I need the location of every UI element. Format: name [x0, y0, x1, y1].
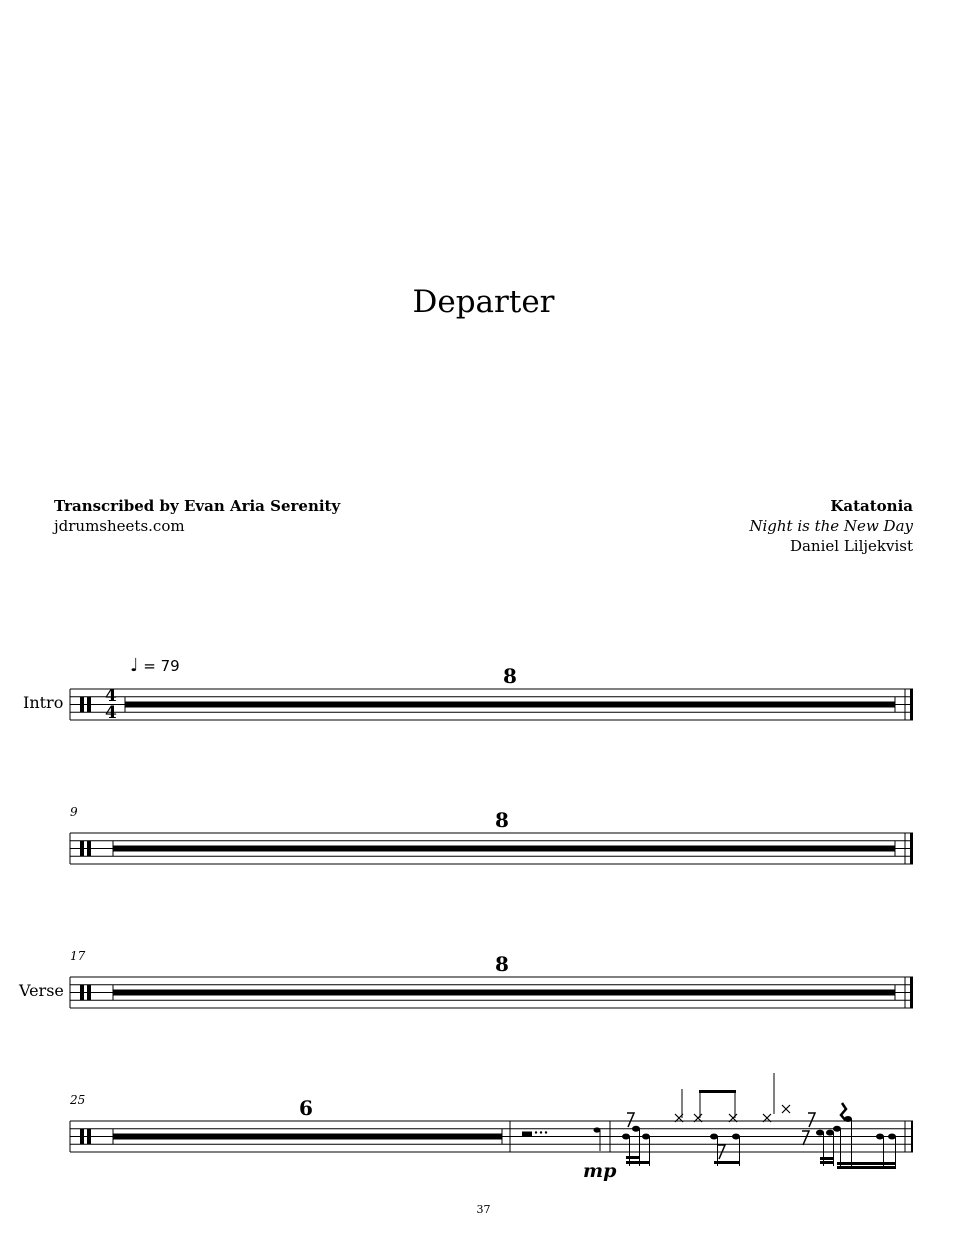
- artist: Katatonia: [830, 497, 913, 515]
- notehead: [833, 1126, 841, 1132]
- percussion-clef: [80, 985, 84, 1001]
- percussion-clef: [80, 1129, 84, 1145]
- beam: [820, 1161, 834, 1164]
- page-number: 37: [476, 1203, 491, 1216]
- final-barline: [910, 689, 913, 720]
- multirest-count: 6: [299, 1096, 313, 1120]
- notehead: [642, 1134, 650, 1140]
- notehead: [816, 1130, 824, 1136]
- eighth-rest: [802, 1131, 809, 1145]
- dynamic-marking: mp: [583, 1160, 617, 1182]
- multirest-bar: [113, 846, 895, 852]
- time-signature-top: 4: [105, 686, 117, 706]
- notehead: [594, 1127, 601, 1132]
- notehead: [622, 1134, 630, 1140]
- beam: [820, 1157, 834, 1160]
- beam: [837, 1166, 896, 1169]
- notehead: [876, 1134, 884, 1140]
- notehead: [826, 1130, 834, 1136]
- beam: [626, 1161, 650, 1164]
- multirest-count: 8: [495, 808, 509, 832]
- transcriber: Transcribed by Evan Aria Serenity: [54, 497, 341, 515]
- measure-number: 17: [70, 949, 86, 963]
- album: Night is the New Day: [749, 517, 913, 535]
- rest-dot: [535, 1131, 537, 1133]
- percussion-clef: [87, 1129, 91, 1145]
- half-rest: [522, 1132, 532, 1137]
- multirest-bar: [113, 1134, 502, 1140]
- section-label-intro: Intro: [23, 693, 64, 712]
- percussion-clef: [87, 985, 91, 1001]
- cymbal-notehead: [782, 1105, 790, 1113]
- measure-number: 9: [70, 805, 78, 819]
- song-title: Departer: [412, 284, 555, 320]
- multirest-bar: [113, 990, 895, 996]
- eighth-rest: [808, 1113, 815, 1127]
- measure-number: 25: [70, 1093, 86, 1107]
- percussion-clef: [87, 841, 91, 857]
- tempo-value: = 79: [143, 657, 180, 675]
- multirest-count: 8: [503, 664, 517, 688]
- time-signature-bottom: 4: [105, 703, 117, 723]
- drummer: Daniel Liljekvist: [789, 537, 913, 555]
- section-label-verse: Verse: [19, 981, 64, 1000]
- notehead: [732, 1134, 740, 1140]
- multirest-count: 8: [495, 952, 509, 976]
- final-barline: [910, 833, 913, 864]
- beam: [837, 1162, 896, 1165]
- beam: [626, 1156, 640, 1159]
- percussion-clef: [87, 697, 91, 713]
- eighth-rest: [627, 1113, 634, 1127]
- beam: [714, 1161, 740, 1164]
- final-barline: [910, 977, 913, 1008]
- rest-dot: [540, 1131, 542, 1133]
- percussion-clef: [80, 697, 84, 713]
- rest-dot: [545, 1131, 547, 1133]
- quarter-rest: [841, 1103, 846, 1121]
- percussion-clef: [80, 841, 84, 857]
- website: jdrumsheets.com: [54, 517, 185, 535]
- beam: [699, 1090, 736, 1093]
- quarter-note-symbol: ♩: [130, 655, 139, 676]
- multirest-bar: [125, 702, 895, 708]
- notehead: [632, 1126, 640, 1132]
- notehead: [710, 1134, 718, 1140]
- notehead: [888, 1134, 896, 1140]
